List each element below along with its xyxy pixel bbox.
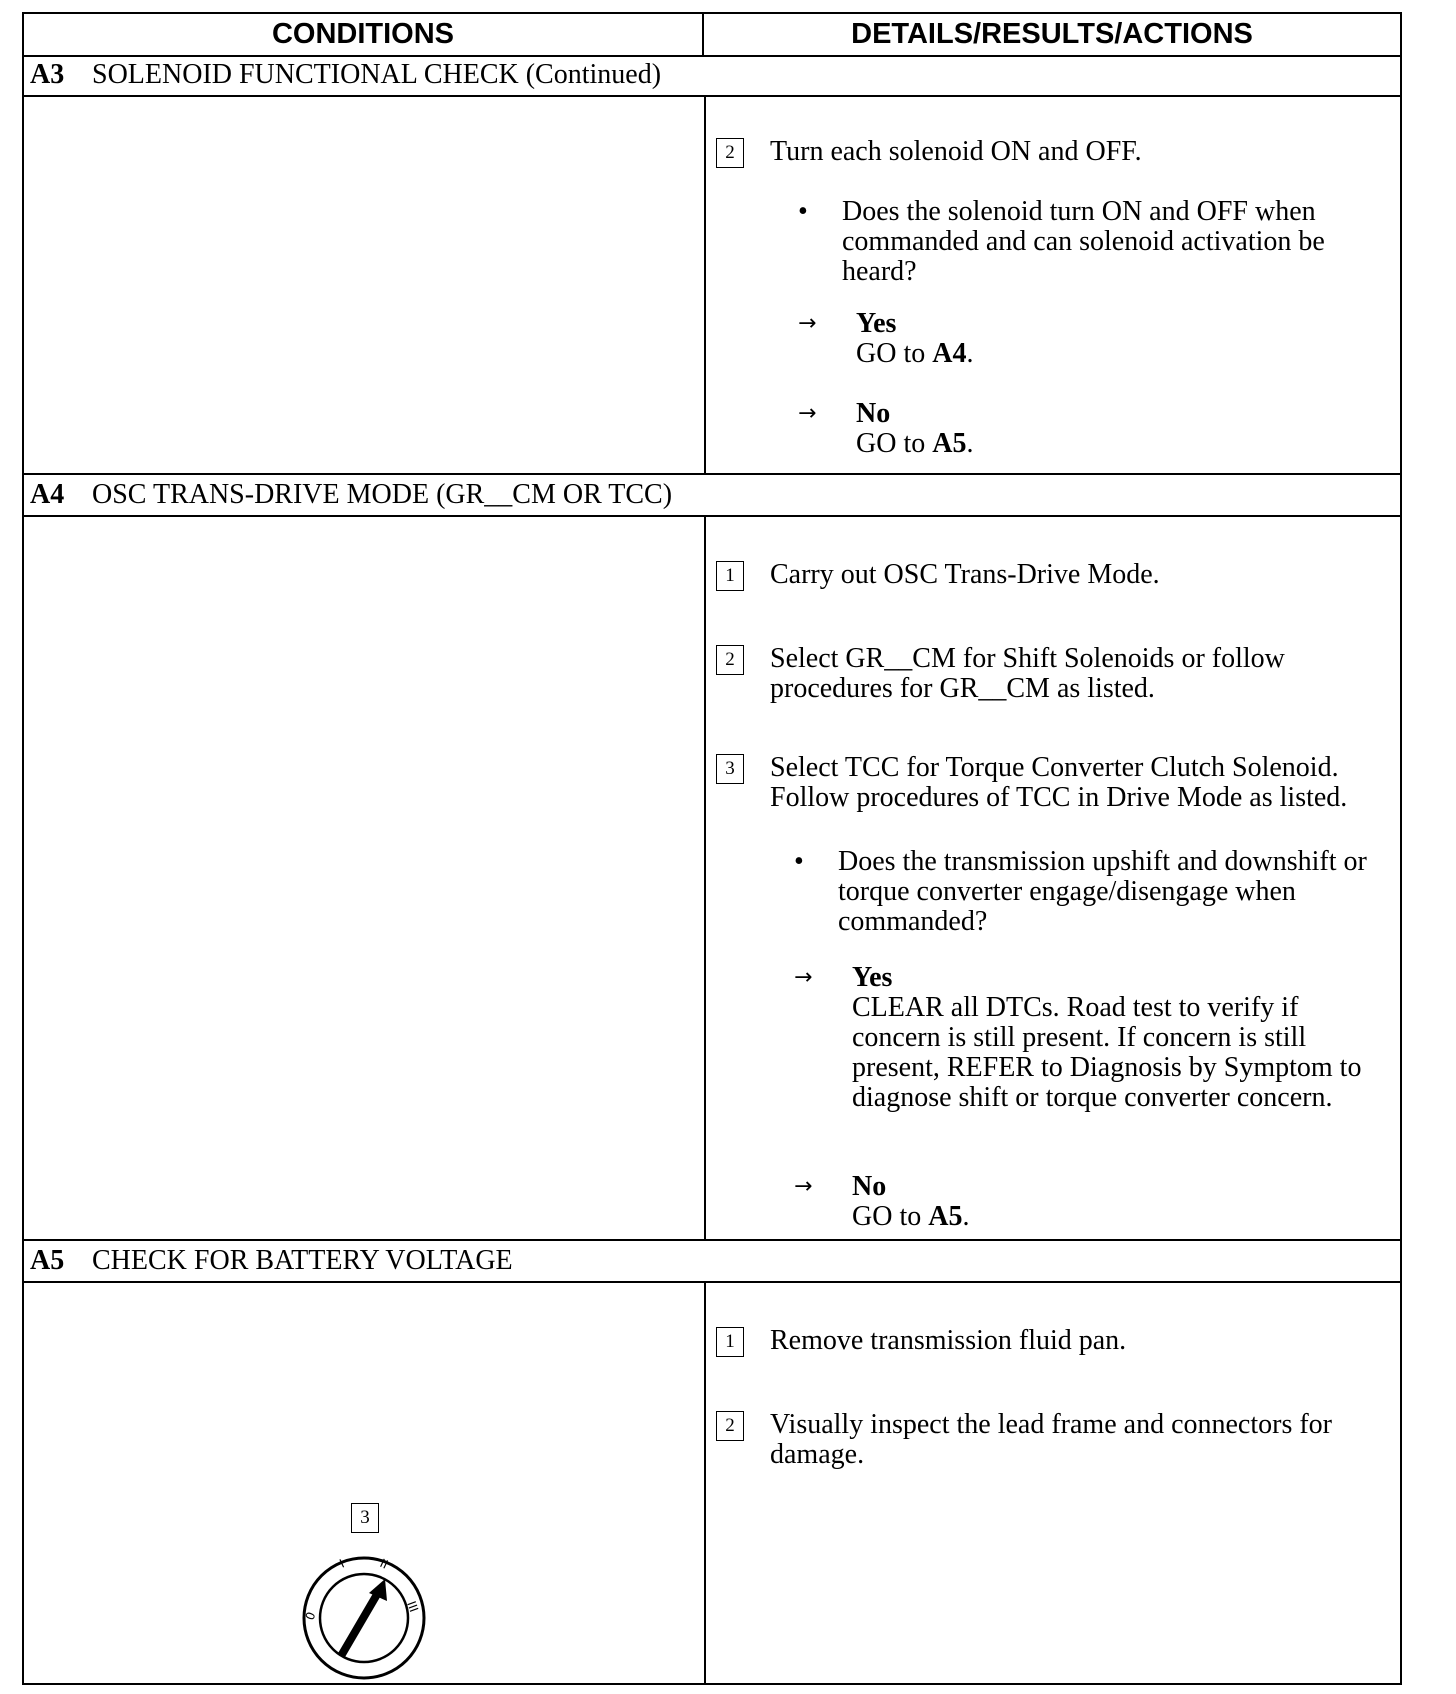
step-number-box: 3 (351, 1503, 379, 1533)
conditions-header: CONDITIONS (24, 14, 704, 55)
section-id: A5 (30, 1245, 65, 1276)
step-reference: A4 (932, 338, 967, 369)
right-arrow-icon: → (798, 401, 817, 426)
right-arrow-icon: → (794, 1174, 813, 1199)
switch-label-off: 0 (302, 1610, 319, 1623)
step-2 (716, 644, 1330, 704)
column-divider (704, 517, 706, 1239)
step-1 (716, 560, 1380, 591)
section-a3-body (24, 97, 1400, 475)
switch-label-start: III (404, 1599, 421, 1615)
result-label: Yes (856, 308, 897, 339)
step-text: Remove transmission fluid pan. (770, 1325, 1127, 1356)
step-text: Visually inspect the lead frame and connectors for damage. (770, 1409, 1332, 1470)
question (790, 847, 1408, 937)
ignition-switch-icon (299, 1553, 429, 1683)
switch-label-run: II (377, 1556, 391, 1572)
details-header: DETAILS/RESULTS/ACTIONS (851, 18, 1253, 50)
result-text (856, 429, 1416, 459)
table-header (24, 14, 1400, 57)
result-text-before: GO to (856, 428, 933, 459)
step-number-box: 2 (716, 1411, 744, 1441)
switch-label-acc: I (337, 1556, 347, 1571)
result-text-after: . (962, 1201, 970, 1232)
column-divider (704, 97, 706, 473)
step-number-box: 2 (716, 645, 744, 675)
bullet-icon: • (794, 846, 804, 877)
result-text (852, 1202, 1412, 1232)
question-text: Does the solenoid turn ON and OFF when commanded and can solenoid activation be heard? (842, 196, 1325, 287)
section-a3-title-row (24, 55, 1400, 97)
result-text-before: GO to (856, 338, 933, 369)
bullet-icon: • (798, 196, 808, 227)
step-reference: A5 (928, 1201, 963, 1232)
section-a5-title-row (24, 1241, 1400, 1283)
result-no (794, 399, 1416, 459)
question (794, 197, 1382, 287)
section-title: SOLENOID FUNCTIONAL CHECK (Continued) (92, 59, 662, 90)
step-3 (716, 753, 1390, 813)
result-label: No (856, 398, 891, 429)
step-number-box: 1 (716, 1327, 744, 1357)
step-number-box: 3 (716, 754, 744, 784)
result-text-after: . (966, 428, 974, 459)
column-divider (704, 1283, 706, 1685)
section-id: A3 (30, 59, 65, 90)
result-label: Yes (852, 962, 893, 993)
step-reference: A5 (932, 428, 967, 459)
section-a5-body (24, 1283, 1400, 1685)
step-2 (716, 1410, 1380, 1470)
section-a4-title-row (24, 475, 1400, 517)
step-text: Carry out OSC Trans-Drive Mode. (770, 559, 1160, 590)
diagnostic-table (22, 12, 1402, 1685)
step-text: Select TCC for Torque Converter Clutch Solenoid. Follow procedures of TCC in Drive Mode as listed. (770, 752, 1348, 813)
result-label: No (852, 1171, 887, 1202)
result-no (790, 1172, 1412, 1232)
right-arrow-icon: → (798, 311, 817, 336)
step-text: Select GR__CM for Shift Solenoids or follow procedures for GR__CM as listed. (770, 643, 1285, 704)
section-title: OSC TRANS-DRIVE MODE (GR__CM OR TCC) (92, 479, 673, 510)
section-title: CHECK FOR BATTERY VOLTAGE (92, 1245, 513, 1276)
question-text: Does the transmission upshift and downshift or torque converter engage/disengage when commanded? (838, 846, 1367, 937)
step-2 (716, 137, 1380, 168)
result-text-before: GO to (852, 1201, 929, 1232)
result-yes (790, 963, 1372, 1113)
section-a4-body (24, 517, 1400, 1241)
step-number-box: 1 (716, 561, 744, 591)
result-yes (794, 309, 1416, 369)
result-text (856, 339, 1416, 369)
section-id: A4 (30, 479, 65, 510)
step-text: Turn each solenoid ON and OFF. (770, 136, 1142, 167)
result-text-after: . (966, 338, 974, 369)
step-number-box: 2 (716, 138, 744, 168)
result-text: CLEAR all DTCs. Road test to verify if concern is still present. If concern is still present, REFER to Diagnosis by Symptom to diagnose shift or torque converter concern. (852, 992, 1362, 1113)
right-arrow-icon: → (794, 965, 813, 990)
step-1 (716, 1326, 1380, 1357)
